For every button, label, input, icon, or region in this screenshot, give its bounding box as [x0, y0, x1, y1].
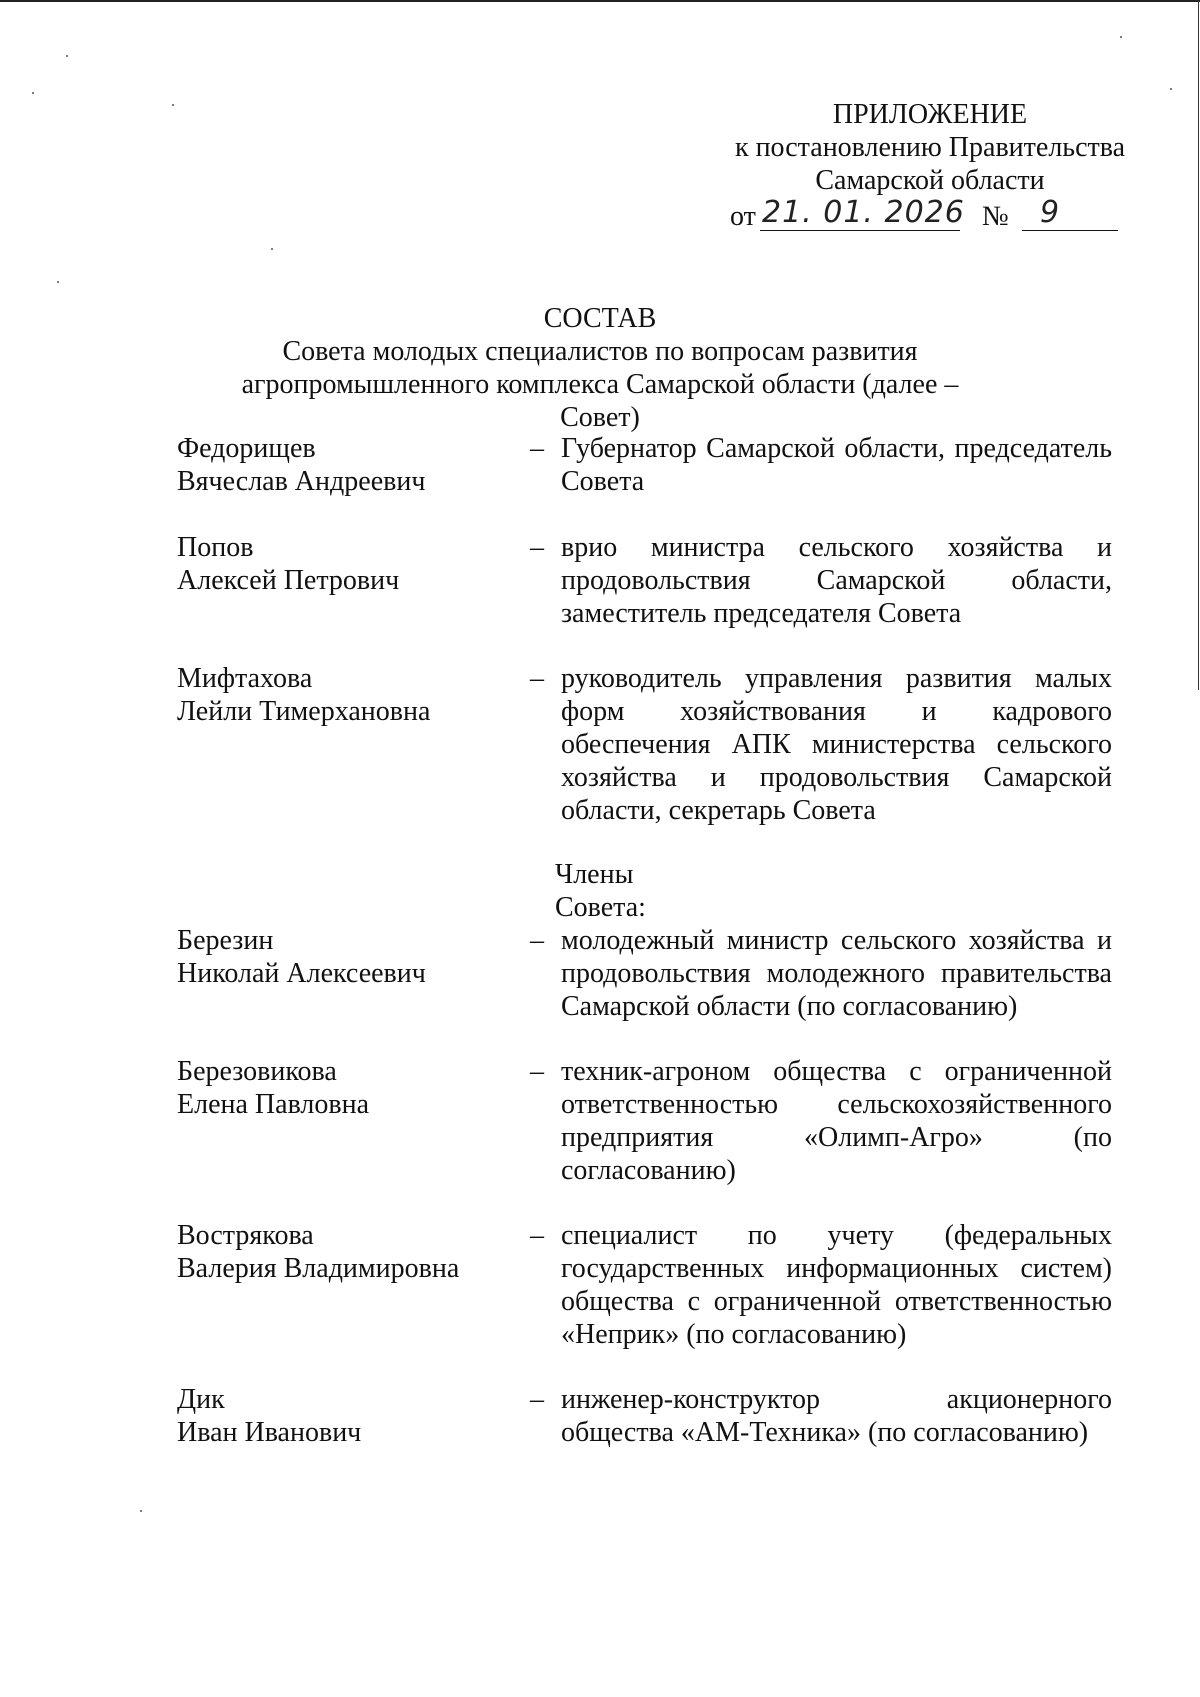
document-heading: СОСТАВ: [543, 303, 657, 334]
member-given-names: Николай Алексеевич: [177, 958, 426, 989]
member-given-names: Елена Павловна: [177, 1089, 370, 1120]
member-given-names: Валерия Владимировна: [177, 1253, 460, 1284]
dash-separator: –: [530, 1056, 544, 1087]
member-given-names: Иван Иванович: [177, 1417, 362, 1448]
member-role: специалист по учету (федеральных государственных информационных систем) общества с ограниченной ответственностью «Неприк» (по согласованию): [561, 1220, 1112, 1350]
resolution-date-line: [730, 195, 1120, 236]
handwritten-date: 21. 01. 2026: [762, 195, 965, 230]
member-surname: Дик: [177, 1384, 225, 1415]
member-surname: Попов: [177, 532, 254, 563]
date-underline: [760, 230, 960, 231]
member-role: техник-агроном общества с ограниченной ответственностью сельскохозяйственного предприятия «Олимп-Агро» (по согласованию): [561, 1056, 1112, 1186]
member-name: [177, 432, 507, 498]
member-role: инженер-конструктор акционерного общества «АМ-Техника» (по согласованию): [561, 1384, 1112, 1448]
scan-speck: [172, 104, 174, 106]
member-name: [177, 924, 507, 990]
member-role: врио министра сельского хозяйства и продовольствия Самарской области, заместитель председателя Совета: [561, 532, 1112, 629]
scan-right-edge: [1198, 0, 1199, 690]
council-name-line1: Совета молодых специалистов по вопросам развития: [282, 336, 918, 367]
scan-speck: [32, 92, 34, 94]
handwritten-number: 9: [1040, 195, 1061, 230]
document-title-block: [200, 302, 1000, 433]
dash-separator: –: [530, 433, 544, 464]
scan-speck: [1120, 36, 1122, 38]
member-given-names: Вячеслав Андреевич: [177, 466, 426, 497]
scan-speck: [57, 281, 59, 283]
member-name: [177, 1219, 507, 1285]
appendix-reference: к постановлению Правительства: [734, 132, 1126, 163]
dash-separator: –: [530, 1220, 544, 1251]
member-surname: Федорищев: [177, 433, 316, 464]
number-underline: [1022, 230, 1118, 231]
member-name: [177, 1383, 507, 1449]
dash-separator: –: [530, 1384, 544, 1415]
scan-speck: [1170, 88, 1172, 90]
member-surname: Березовикова: [177, 1056, 337, 1087]
dash-separator: –: [530, 925, 544, 956]
member-surname: Мифтахова: [177, 663, 313, 694]
dash-separator: –: [530, 663, 544, 694]
appendix-header: [720, 98, 1140, 197]
dash-separator: –: [530, 532, 544, 563]
member-role: руководитель управления развития малых форм хозяйствования и кадрового обеспечения АПК министерства сельского хозяйства и продовольствия Самарской области, секретарь Совета: [561, 663, 1112, 826]
member-surname: Вострякова: [177, 1220, 314, 1251]
members-heading: Члены Совета:: [555, 859, 646, 923]
appendix-region: Самарской области: [815, 165, 1045, 196]
scan-speck: [66, 55, 68, 57]
appendix-title: ПРИЛОЖЕНИЕ: [832, 99, 1028, 130]
member-role: молодежный министр сельского хозяйства и продовольствия молодежного правительства Самарской области (по согласованию): [561, 925, 1112, 1022]
date-prefix: от: [730, 201, 756, 232]
member-name: [177, 531, 507, 597]
scan-speck: [271, 248, 273, 250]
member-role: Губернатор Самарской области, председатель Совета: [561, 433, 1112, 497]
number-label: №: [982, 201, 1009, 232]
member-name: [177, 1055, 507, 1121]
member-name: [177, 662, 507, 728]
member-given-names: Алексей Петрович: [177, 565, 400, 596]
scan-top-edge: [0, 0, 1200, 2]
member-surname: Березин: [177, 925, 274, 956]
member-given-names: Лейли Тимерхановна: [177, 696, 431, 727]
council-name-line2: агропромышленного комплекса Самарской области (далее – Совет): [241, 369, 959, 433]
scan-speck: [140, 1510, 142, 1512]
